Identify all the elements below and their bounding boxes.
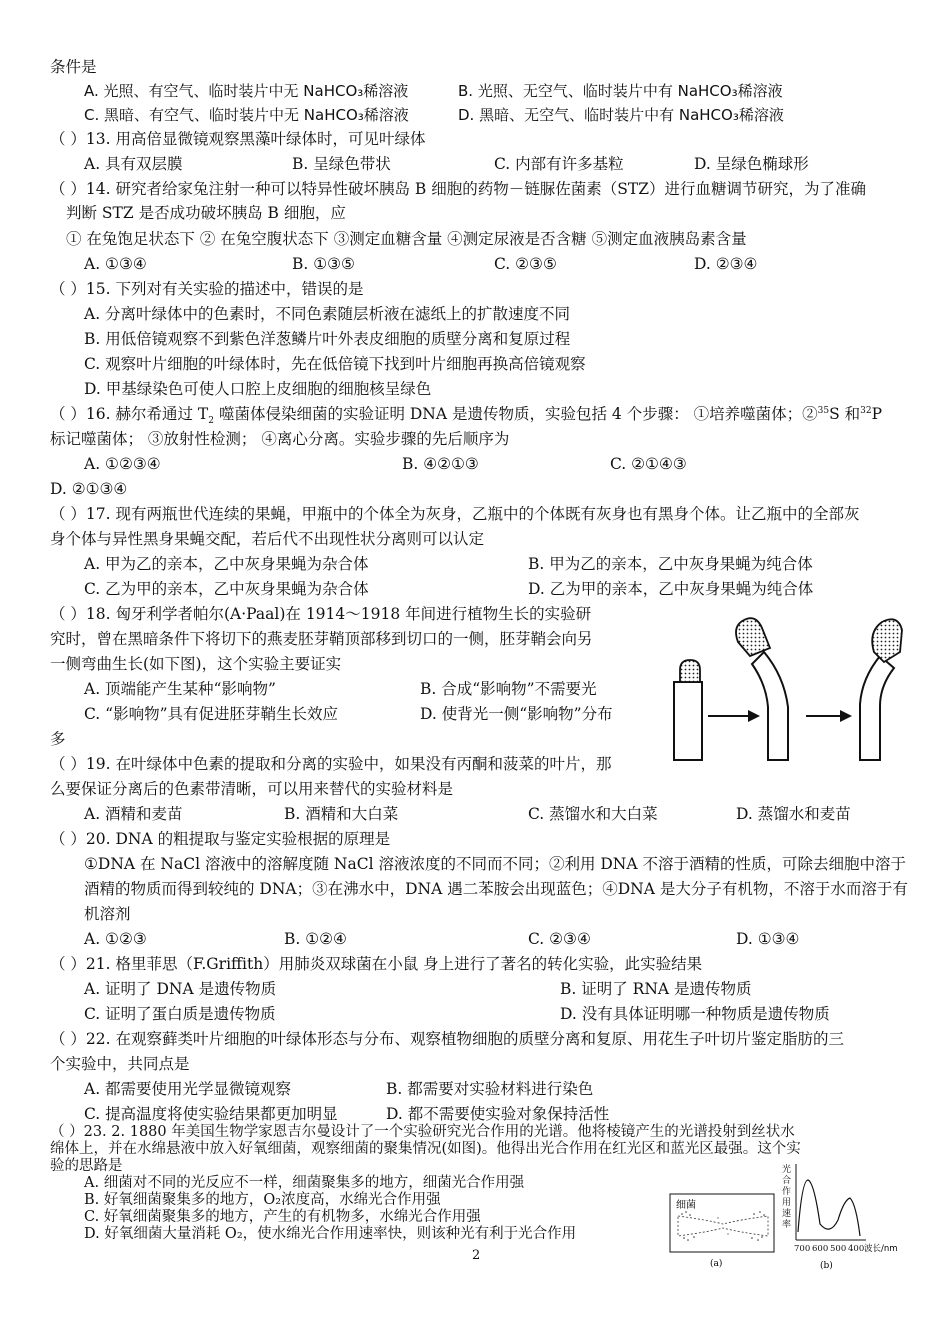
coleoptile-bending-final [860,619,902,760]
figure-b-curve [798,1180,860,1236]
q18-stem-line1: （ ）18. 匈牙利学者帕尔(A·Paal)在 1914～1918 年间进行植物生长的实验研 [50,605,592,623]
q15-stem: （ ）15. 下列对有关实验的描述中，错误的是 [50,280,364,298]
q21-option-c: C. 证明了蛋白质是遗传物质 [84,1005,276,1023]
q18-option-a: A. 顶端能产生某种“影响物” [84,680,276,698]
q17-stem-line2: 身个体与异性黑身果蝇交配，若后代不出现性状分离则可以认定 [50,530,485,548]
figure-b-xtick-600: 600 [812,1244,829,1254]
q23-option-b: B. 好氧细菌聚集多的地方，O₂浓度高，水绵光合作用强 [84,1192,441,1208]
q14-stem-line1: （ ）14. 研究者给家兔注射一种可以特异性破坏胰岛 B 细胞的药物－链脲佐菌素（STZ）进行血糖调节研究，为了准确 [50,180,866,198]
figure-b-xtick-700: 700 [794,1244,811,1254]
q20-principle-line2: 酒精的物质而得到较纯的 DNA；③在沸水中，DNA 遇二苯胺会出现蓝色；④DNA 是大分子有机物，不溶于水而溶于有 [84,880,908,898]
figure-b-xtick-500: 500 [830,1244,847,1254]
q23-option-a: A. 细菌对不同的光反应不一样，细菌聚集多的地方，细菌光合作用强 [84,1175,525,1191]
q19-option-a: A. 酒精和麦苗 [84,805,183,823]
q16-option-d: D. ②①③④ [50,480,128,498]
q19-option-d: D. 蒸馏水和麦苗 [736,805,851,823]
figure-b-ylabel-char-3: 作 [782,1187,792,1197]
q13-option-a: A. 具有双层膜 [84,155,183,173]
q21-option-b: B. 证明了 RNA 是遗传物质 [560,980,752,998]
q16-option-a: A. ①②③④ [84,455,161,473]
figure-b-ylabel-char-5: 速 [782,1209,792,1219]
q13-option-d: D. 呈绿色椭球形 [694,155,809,173]
coleoptile-tip-on-side [680,660,700,682]
q14-option-d: D. ②③④ [694,255,758,273]
figure-b-xtick-400: 400 [848,1244,865,1254]
q21-stem: （ ）21. 格里菲思（F.Griffith）用肺炎双球菌在小鼠 身上进行了著名的转化实验，此实验结果 [50,955,703,973]
q14-conditions: ① 在兔饱足状态下 ② 在兔空腹状态下 ③测定血糖含量 ④测定尿液是否含糖 ⑤测定血液胰岛素含量 [66,230,747,248]
figure-a-caption: (a) [710,1259,723,1269]
q18-stem-line2: 究时，曾在黑暗条件下将切下的燕麦胚芽鞘顶部移到切口的一侧，胚芽鞘会向另 [50,630,593,648]
q19-option-c: C. 蒸馏水和大白菜 [528,805,658,823]
q13-stem: （ ）13. 用高倍显微镜观察黑藻叶绿体时，可见叶绿体 [50,130,426,148]
q17-option-a: A. 甲为乙的亲本，乙中灰身果蝇为杂合体 [84,555,369,573]
q23-option-c: C. 好氧细菌聚集多的地方，产生的有机物多，水绵光合作用强 [84,1209,481,1225]
q18-stem-line3: 一侧弯曲生长(如下图)，这个实验主要证实 [50,655,342,673]
figure-b-ylabel-char-6: 率 [782,1220,792,1230]
q20-option-c: C. ②③④ [528,930,591,948]
coleoptile-figure [668,612,930,762]
q16-stem-part-a: （ ）16. 赫尔希通过 T [50,405,209,423]
q19-option-b: B. 酒精和大白菜 [284,805,399,823]
q16-stem-part-b: 噬菌体侵染细菌的实验证明 DNA 是遗传物质，实验包括 4 个步骤： ①培养噬菌体；② [214,405,818,423]
q22-option-c: C. 提高温度将使实验结果都更加明显 [84,1105,338,1123]
q22-stem-line1: （ ）22. 在观察藓类叶片细胞的叶绿体形态与分布、观察植物细胞的质壁分离和复原、用花生子叶切片鉴定脂肪的三 [50,1030,845,1048]
q16-stem-line1 [50,402,882,426]
q20-option-b: B. ①②④ [284,930,347,948]
q17-option-b: B. 甲为乙的亲本，乙中灰身果蝇为纯合体 [528,555,813,573]
q12-option-a: A. 光照、有空气、临时装片中无 NaHCO₃稀溶液 [84,82,409,100]
q23-stem-line2: 绵体上，并在水绵悬液中放入好氧细菌，观察细菌的聚集情况(如图)。他得出光合作用在红光区和蓝光区最强。这个实 [50,1141,801,1157]
q22-option-b: B. 都需要对实验材料进行染色 [386,1080,594,1098]
figure-b-action-spectrum [780,1160,898,1272]
q16-option-b: B. ④②①③ [402,455,479,473]
figure-b-ylabel-char-4: 用 [782,1198,792,1208]
arrow-right-icon [708,710,760,722]
q20-principle-line1: ①DNA 在 NaCl 溶液中的溶解度随 NaCl 溶液浓度的不同而不同；②利用 DNA 不溶于酒精的性质，可除去细胞中溶于 [84,855,906,873]
q23-option-d: D. 好氧细菌大量消耗 O₂，使水绵光合作用速率快，则该种光有利于光合作用 [84,1226,577,1242]
figure-b-xlabel: 波长/nm [864,1244,898,1254]
q22-stem-line2: 个实验中，共同点是 [50,1055,190,1073]
q12-option-c: C. 黑暗、有空气、临时装片中无 NaHCO₃稀溶液 [84,106,409,124]
q23-stem-line1: （ ）23. 2. 1880 年美国生物学家恩吉尔曼设计了一个实验研究光合作用的光谱。他将棱镜产生的光谱投射到丝状水 [50,1124,795,1140]
q21-option-d: D. 没有具体证明哪一种物质是遗传物质 [560,1005,830,1023]
figure-a-label: 细菌 [676,1200,696,1211]
page-number: 2 [472,1248,481,1263]
coleoptile-cut-stem [674,682,702,760]
q17-stem-line1: （ ）17. 现有两瓶世代连续的果蝇，甲瓶中的个体全为灰身，乙瓶中的个体既有灰身也有黑身个体。让乙瓶中的全部灰 [50,505,860,523]
q23-stem-line3: 验的思路是 [50,1158,123,1174]
q12-option-b: B. 光照、无空气、临时装片中有 NaHCO₃稀溶液 [458,82,783,100]
q16-sup-32: 32 [860,405,872,416]
q19-stem-line1: （ ）19. 在叶绿体中色素的提取和分离的实验中，如果没有丙酮和菠菜的叶片，那 [50,755,612,773]
q12-stem-tail: 条件是 [50,58,97,76]
q14-option-b: B. ①③⑤ [292,255,355,273]
q12-option-d: D. 黑暗、无空气、临时装片中有 NaHCO₃稀溶液 [458,106,784,124]
q20-stem: （ ）20. DNA 的粗提取与鉴定实验根据的原理是 [50,830,391,848]
q15-option-b: B. 用低倍镜观察不到紫色洋葱鳞片叶外表皮细胞的质壁分离和复原过程 [84,330,571,348]
q15-option-a: A. 分离叶绿体中的色素时，不同色素随层析液在滤纸上的扩散速度不同 [84,305,571,323]
q16-sup-35: 35 [817,405,830,416]
q13-option-c: C. 内部有许多基粒 [494,155,624,173]
q18-option-c: C. “影响物”具有促进胚芽鞘生长效应 [84,705,339,723]
q16-stem-part-d: P [871,405,883,423]
q14-stem-line2: 判断 STZ 是否成功破坏胰岛 B 细胞，应 [66,204,346,222]
q18-option-d-tail: 多 [50,730,66,748]
q18-option-b: B. 合成“影响物”不需要光 [420,680,597,698]
q15-option-d: D. 甲基绿染色可使人口腔上皮细胞的细胞核呈绿色 [84,380,432,398]
q19-stem-line2: 么要保证分离后的色素带清晰，可以用来替代的实验材料是 [50,780,454,798]
q16-t2-subscript: 2 [208,416,215,427]
q14-option-a: A. ①③④ [84,255,147,273]
q22-option-a: A. 都需要使用光学显微镜观察 [84,1080,292,1098]
q17-option-c: C. 乙为甲的亲本，乙中灰身果蝇为杂合体 [84,580,369,598]
figure-a-bacteria [668,1190,778,1270]
q22-option-d: D. 都不需要使实验对象保持活性 [386,1105,610,1123]
q20-option-d: D. ①③④ [736,930,800,948]
q14-option-c: C. ②③⑤ [494,255,557,273]
q20-principle-line3: 机溶剂 [84,905,131,923]
q15-option-c: C. 观察叶片细胞的叶绿体时，先在低倍镜下找到叶片细胞再换高倍镜观察 [84,355,586,373]
q21-option-a: A. 证明了 DNA 是遗传物质 [84,980,277,998]
q13-option-b: B. 呈绿色带状 [292,155,391,173]
figure-b-ylabel-char-1: 光 [782,1165,792,1175]
figure-b-ylabel-char-2: 合 [782,1176,792,1186]
q16-option-c: C. ②①④③ [610,455,687,473]
figure-b-caption: (b) [820,1261,833,1271]
q16-stem-line2: 标记噬菌体； ③放射性检测； ④离心分离。实验步骤的先后顺序为 [50,430,510,448]
arrow-right-icon-2 [806,710,852,722]
q17-option-d: D. 乙为甲的亲本，乙中灰身果蝇为纯合体 [528,580,814,598]
q20-option-a: A. ①②③ [84,930,147,948]
coleoptile-bending-middle [736,618,788,760]
q18-option-d: D. 使背光一侧“影响物”分布 [420,705,613,723]
q16-stem-part-c: S 和 [829,405,861,423]
